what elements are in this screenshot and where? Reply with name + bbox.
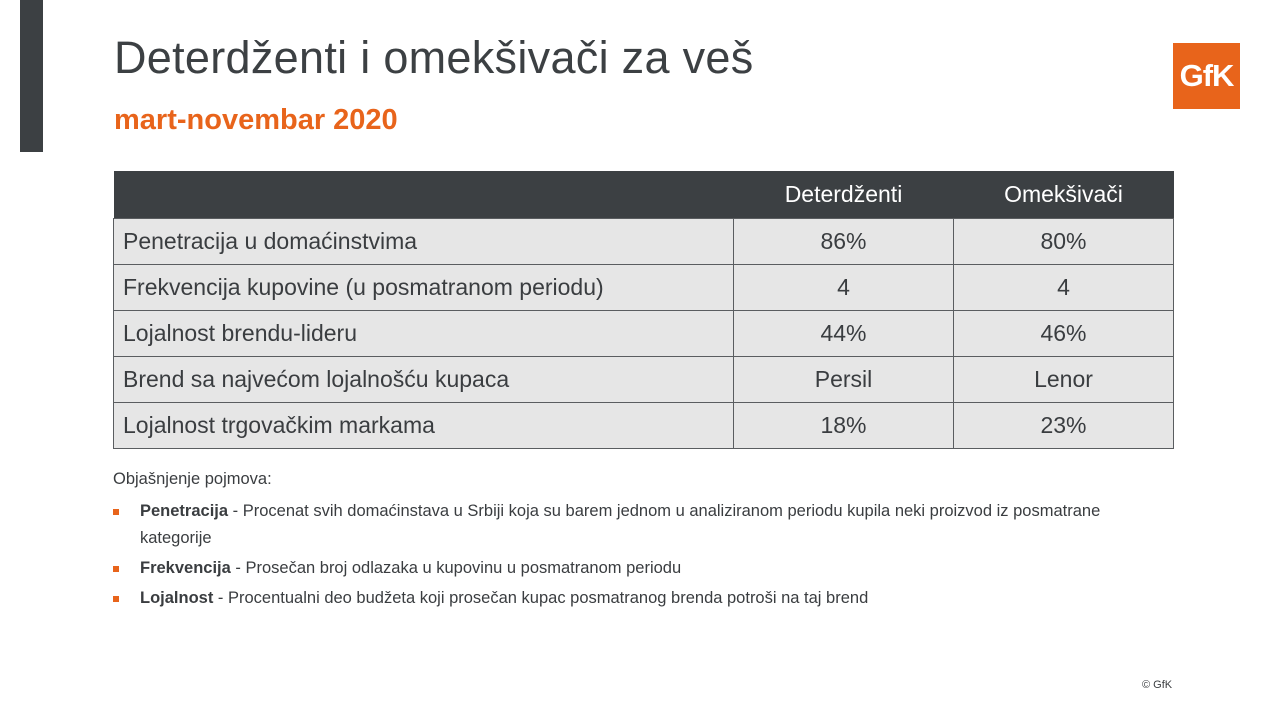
legend-term: Frekvencija: [140, 559, 231, 577]
table-header-row: [114, 171, 1174, 219]
square-bullet-icon: [113, 596, 119, 602]
row-label: Penetracija u domaćinstvima: [114, 219, 734, 265]
comparison-table: [113, 171, 1174, 449]
cell-omeksivaci: 80%: [954, 219, 1174, 265]
cell-omeksivaci: 4: [954, 265, 1174, 311]
cell-omeksivaci: 46%: [954, 311, 1174, 357]
legend-item: [113, 585, 1143, 612]
cell-omeksivaci: Lenor: [954, 357, 1174, 403]
legend-definition: - Procentualni deo budžeta koji prosečan kupac posmatranog brenda potroši na taj brend: [213, 589, 869, 607]
cell-deterdzenti: 44%: [734, 311, 954, 357]
square-bullet-icon: [113, 509, 119, 515]
table-row: [114, 311, 1174, 357]
cell-omeksivaci: 23%: [954, 403, 1174, 449]
table-row: [114, 219, 1174, 265]
header-deterdzenti: Deterdženti: [734, 171, 954, 219]
cell-deterdzenti: 4: [734, 265, 954, 311]
header-omeksivaci: Omekšivači: [954, 171, 1174, 219]
header-empty: [114, 171, 734, 219]
cell-deterdzenti: Persil: [734, 357, 954, 403]
accent-bar: [20, 0, 43, 152]
legend-list: [113, 498, 1143, 612]
legend-item: [113, 498, 1143, 552]
copyright-notice: © GfK: [1142, 679, 1173, 691]
row-label: Frekvencija kupovine (u posmatranom periodu): [114, 265, 734, 311]
gfk-logo: [1173, 43, 1240, 109]
logo-text: GfK: [1179, 58, 1234, 93]
table-row: [114, 265, 1174, 311]
row-label: Lojalnost brendu-lideru: [114, 311, 734, 357]
cell-deterdzenti: 86%: [734, 219, 954, 265]
legend-title: Objašnjenje pojmova:: [113, 470, 272, 488]
square-bullet-icon: [113, 566, 119, 572]
legend-term: Penetracija: [140, 502, 229, 520]
legend-definition: - Prosečan broj odlazaka u kupovinu u posmatranom periodu: [230, 559, 682, 577]
page-title: Deterdženti i omekšivači za veš: [114, 32, 754, 83]
legend-definition: - Procenat svih domaćinstava u Srbiji koja su barem jednom u analiziranom periodu kupila neki proizvod iz posmatrane kategorije: [140, 502, 1101, 547]
legend-item: [113, 555, 1143, 582]
row-label: Lojalnost trgovačkim markama: [114, 403, 734, 449]
legend-term: Lojalnost: [140, 589, 214, 607]
cell-deterdzenti: 18%: [734, 403, 954, 449]
row-label: Brend sa najvećom lojalnošću kupaca: [114, 357, 734, 403]
terms-legend: [113, 470, 1143, 615]
page-subtitle: mart-novembar 2020: [114, 104, 398, 136]
table-row: [114, 357, 1174, 403]
table-row: [114, 403, 1174, 449]
